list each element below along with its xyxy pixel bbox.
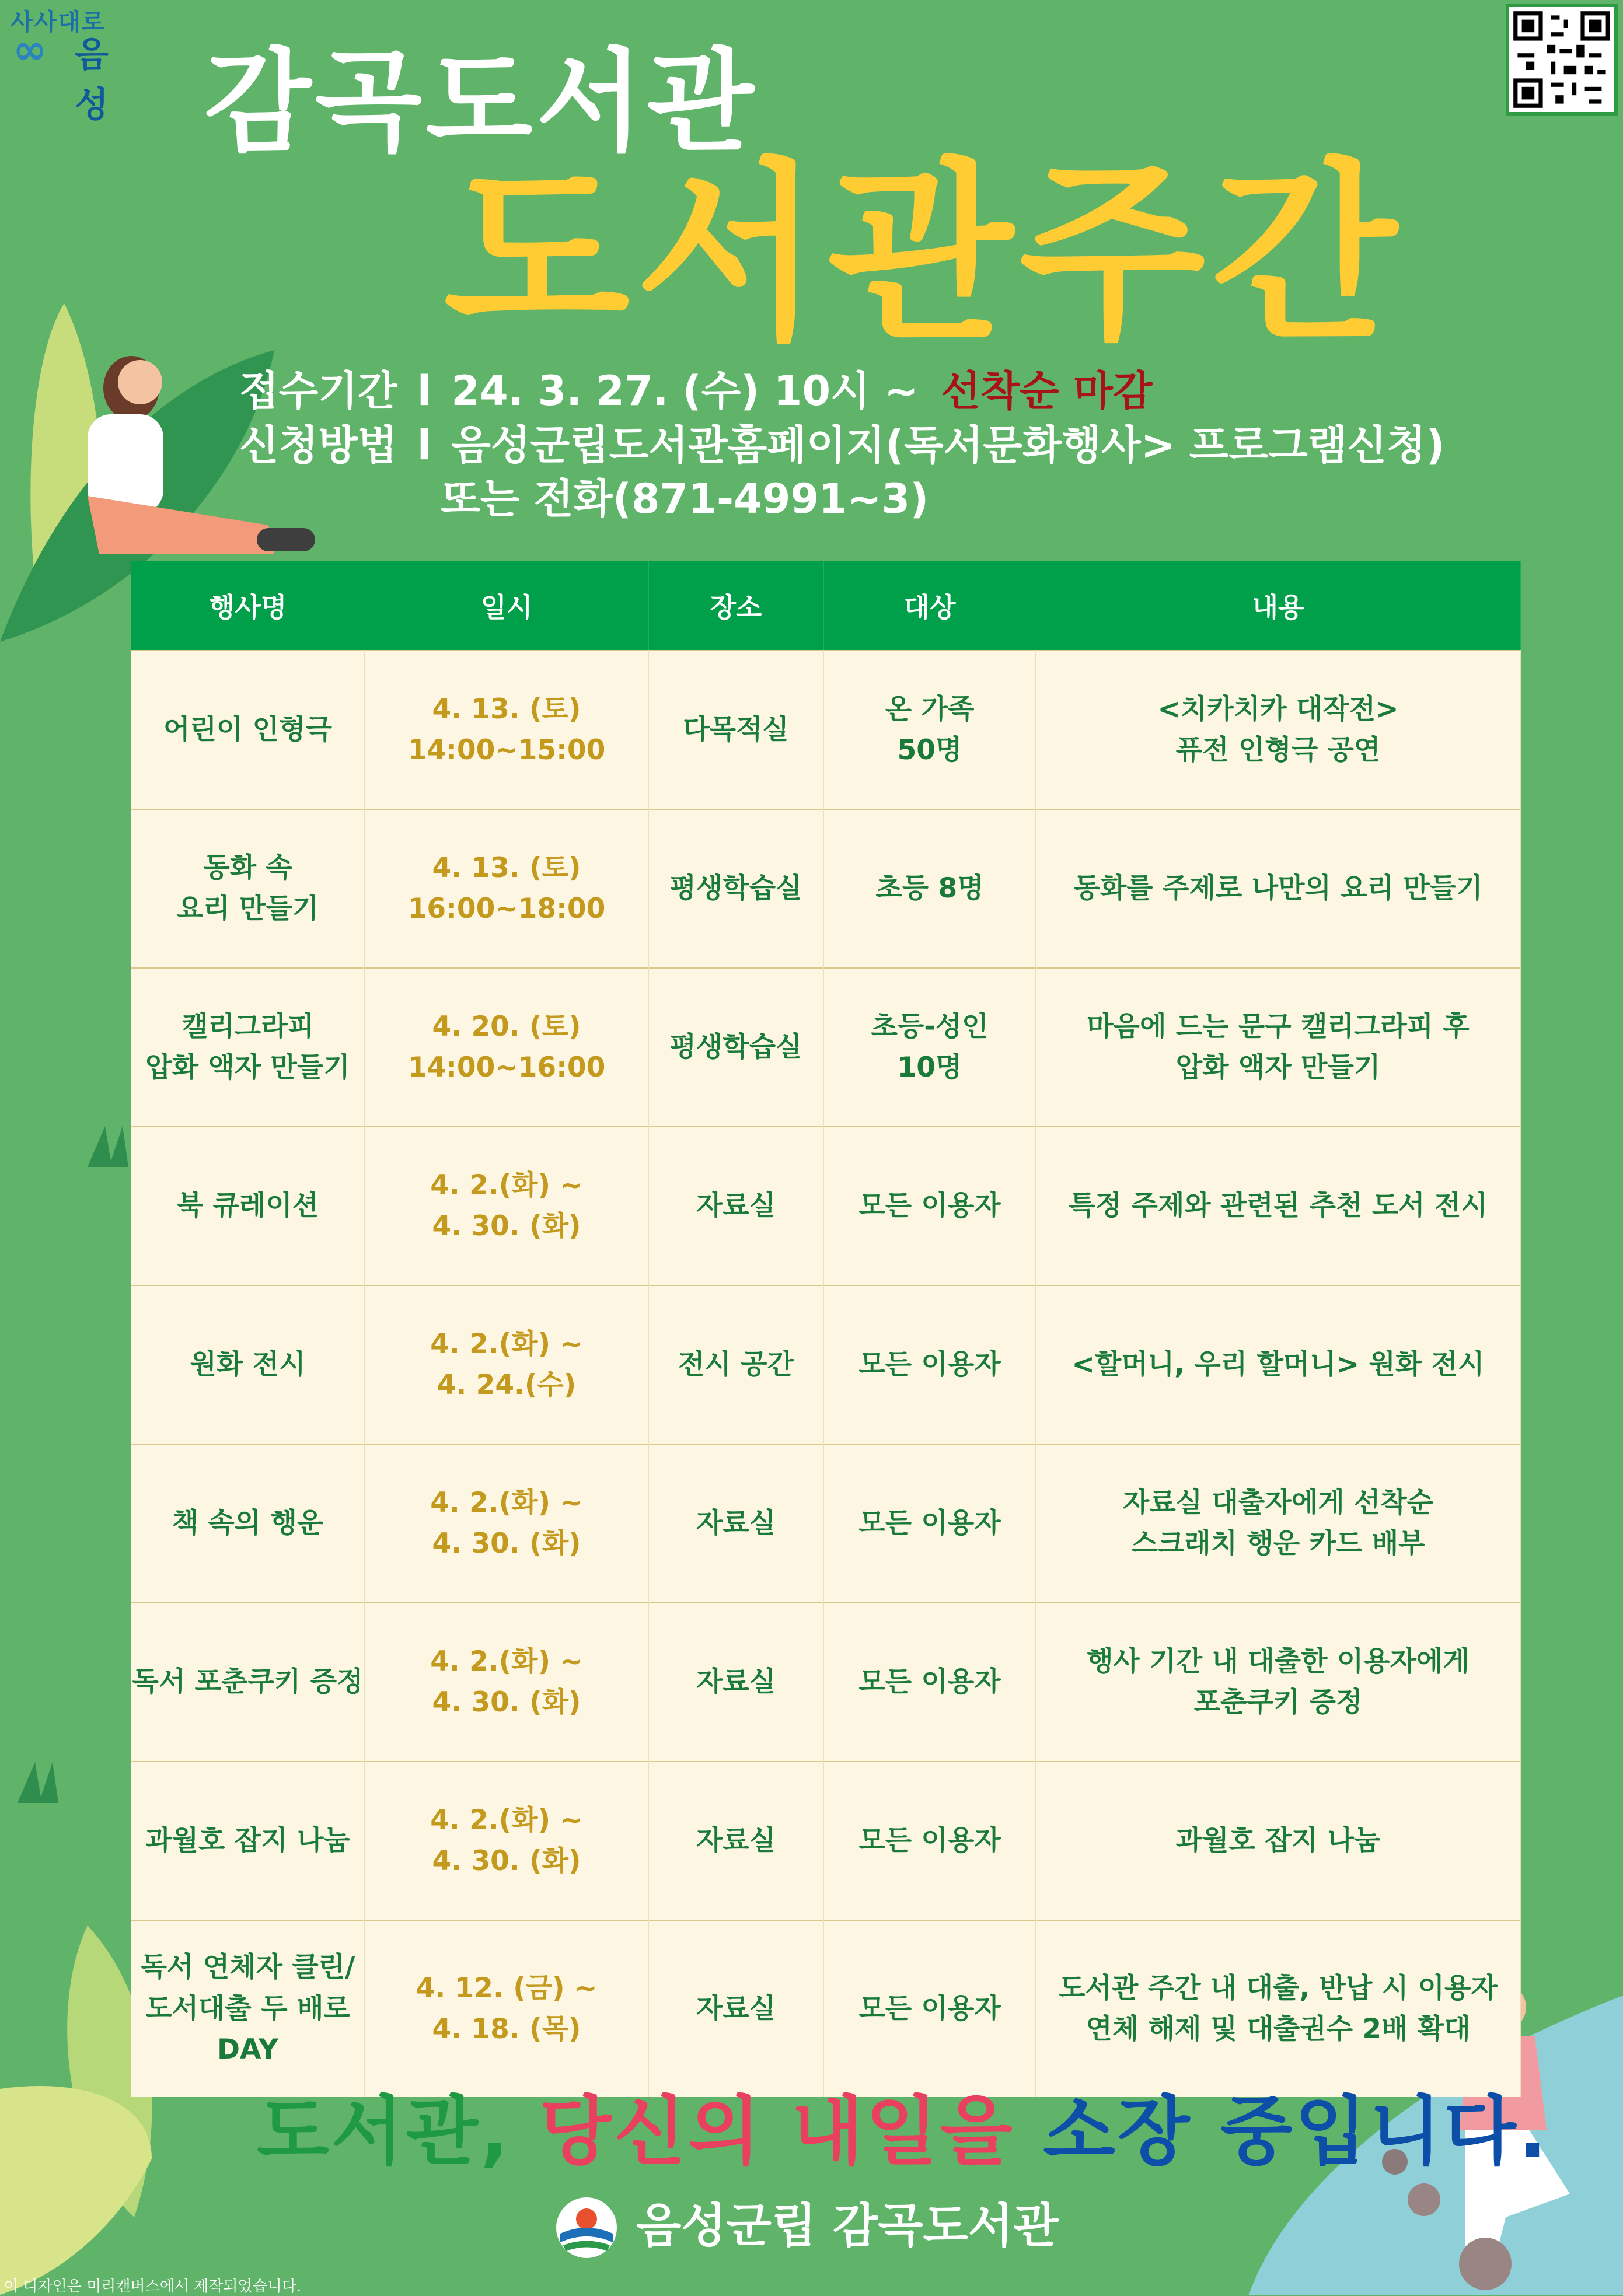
event-name: 원화 전시 bbox=[190, 1348, 306, 1381]
table-row bbox=[131, 1920, 1520, 2097]
event-place: 평생학습실 bbox=[669, 1030, 802, 1063]
event-target: 온 가족 50명 bbox=[885, 693, 975, 766]
table-row bbox=[131, 1444, 1520, 1603]
event-target: 모든 이용자 bbox=[858, 1189, 1001, 1222]
table-row bbox=[131, 968, 1520, 1127]
header-target: 대상 bbox=[823, 561, 1036, 651]
table-row bbox=[131, 809, 1520, 968]
table-row bbox=[131, 651, 1520, 809]
separator: l bbox=[417, 367, 431, 415]
county-logo bbox=[11, 4, 133, 125]
qr-code[interactable] bbox=[1506, 4, 1618, 116]
event-date: 4. 2.(화) ~ 4. 30. (화) bbox=[430, 1169, 583, 1242]
infinity-icon: ∞ bbox=[13, 26, 47, 74]
table-row bbox=[131, 1603, 1520, 1762]
registration-period bbox=[239, 367, 1153, 415]
event-name: 책 속의 행운 bbox=[172, 1507, 324, 1539]
event-date: 4. 13. (토) 16:00~18:00 bbox=[407, 851, 606, 925]
separator: l bbox=[417, 421, 431, 469]
event-content: 자료실 대출자에게 선착순 스크래치 행운 카드 배부 bbox=[1122, 1486, 1434, 1560]
table-row bbox=[131, 1285, 1520, 1444]
event-name: 과월호 잡지 나눔 bbox=[145, 1824, 350, 1857]
table-row bbox=[131, 1127, 1520, 1285]
event-date: 4. 13. (토) 14:00~15:00 bbox=[407, 693, 606, 766]
library-emblem-icon bbox=[554, 2196, 619, 2260]
event-place: 다목적실 bbox=[683, 713, 789, 746]
event-place: 자료실 bbox=[696, 1507, 776, 1539]
event-date: 4. 2.(화) ~ 4. 30. (화) bbox=[430, 1486, 583, 1560]
table-header-row bbox=[131, 561, 1520, 651]
event-place: 전시 공간 bbox=[678, 1348, 794, 1381]
event-date: 4. 2.(화) ~ 4. 24.(수) bbox=[430, 1327, 583, 1401]
event-name: 캘리그라피 압화 액자 만들기 bbox=[145, 1010, 350, 1084]
library-footer-name: 음성군립 감곡도서관 bbox=[636, 2199, 1059, 2253]
phone-method: 또는 전화(871-4991~3) bbox=[441, 475, 929, 523]
event-place: 자료실 bbox=[696, 1189, 776, 1222]
slogan bbox=[257, 2088, 1549, 2175]
event-target: 초등 8명 bbox=[875, 872, 984, 904]
design-credit: 이 디자인은 미리캔버스에서 제작되었습니다. bbox=[4, 2278, 302, 2295]
event-target: 모든 이용자 bbox=[858, 1507, 1001, 1539]
event-name: 북 큐레이션 bbox=[176, 1189, 319, 1222]
table-row bbox=[131, 1762, 1520, 1920]
event-date: 4. 2.(화) ~ 4. 30. (화) bbox=[430, 1645, 583, 1718]
library-name-title: 감곡도서관 bbox=[204, 37, 758, 166]
event-place: 자료실 bbox=[696, 1992, 776, 2025]
event-content: 특정 주제와 관련된 추천 도서 전시 bbox=[1069, 1189, 1488, 1222]
event-target: 모든 이용자 bbox=[858, 1665, 1001, 1698]
event-content: 과월호 잡지 나눔 bbox=[1175, 1824, 1381, 1857]
event-date: 4. 20. (토) 14:00~16:00 bbox=[407, 1010, 606, 1084]
application-method bbox=[239, 421, 1445, 469]
method-label: 신청방법 bbox=[239, 421, 397, 469]
header-event-name: 행사명 bbox=[131, 561, 365, 651]
method-value: 음성군립도서관홈페이지(독서문화행사> 프로그램신청) bbox=[451, 421, 1445, 469]
main-title: 도서관주간 bbox=[444, 142, 1403, 366]
event-target: 모든 이용자 bbox=[858, 1348, 1001, 1381]
event-name: 독서 연체자 클린/ 도서대출 두 배로 DAY bbox=[140, 1951, 355, 2066]
event-target: 모든 이용자 bbox=[858, 1992, 1001, 2025]
logo-line1: 사사대로 bbox=[11, 9, 106, 36]
event-name: 어린이 인형극 bbox=[163, 713, 332, 746]
event-place: 자료실 bbox=[696, 1665, 776, 1698]
event-content: 도서관 주간 내 대출, 반납 시 이용자 연체 해제 및 대출권수 2배 확대 bbox=[1059, 1972, 1498, 2045]
period-label: 접수기간 bbox=[239, 367, 397, 415]
event-content: <할머니, 우리 할머니> 원화 전시 bbox=[1071, 1348, 1485, 1381]
event-content: 행사 기간 내 대출한 이용자에게 포춘쿠키 증정 bbox=[1087, 1645, 1470, 1718]
event-target: 초등-성인 10명 bbox=[871, 1010, 989, 1084]
first-come-note: 선착순 마감 bbox=[941, 367, 1153, 415]
header-date: 일시 bbox=[365, 561, 648, 651]
slogan-part3: 소장 중입니다. bbox=[1043, 2088, 1549, 2175]
event-name: 동화 속 요리 만들기 bbox=[176, 851, 319, 925]
slogan-part1: 도서관, bbox=[257, 2088, 511, 2175]
events-table bbox=[131, 561, 1520, 2097]
event-content: <치카치카 대작전> 퓨전 인형극 공연 bbox=[1157, 693, 1399, 766]
event-content: 동화를 주제로 나만의 요리 만들기 bbox=[1073, 872, 1483, 904]
header-content: 내용 bbox=[1036, 561, 1520, 651]
event-place: 자료실 bbox=[696, 1824, 776, 1857]
event-place: 평생학습실 bbox=[669, 872, 802, 904]
event-name: 독서 포춘쿠키 증정 bbox=[132, 1665, 364, 1698]
event-date: 4. 2.(화) ~ 4. 30. (화) bbox=[430, 1804, 583, 1877]
event-target: 모든 이용자 bbox=[858, 1824, 1001, 1857]
event-date: 4. 12. (금) ~ 4. 18. (목) bbox=[416, 1972, 598, 2045]
slogan-part2: 당신의 내일을 bbox=[539, 2088, 1015, 2175]
qr-code-icon bbox=[1509, 7, 1614, 112]
period-value: 24. 3. 27. (수) 10시 ~ bbox=[451, 367, 919, 415]
event-content: 마음에 드는 문구 캘리그라피 후 압화 액자 만들기 bbox=[1087, 1010, 1470, 1084]
logo-line2: 음성 bbox=[75, 34, 109, 125]
header-place: 장소 bbox=[648, 561, 823, 651]
